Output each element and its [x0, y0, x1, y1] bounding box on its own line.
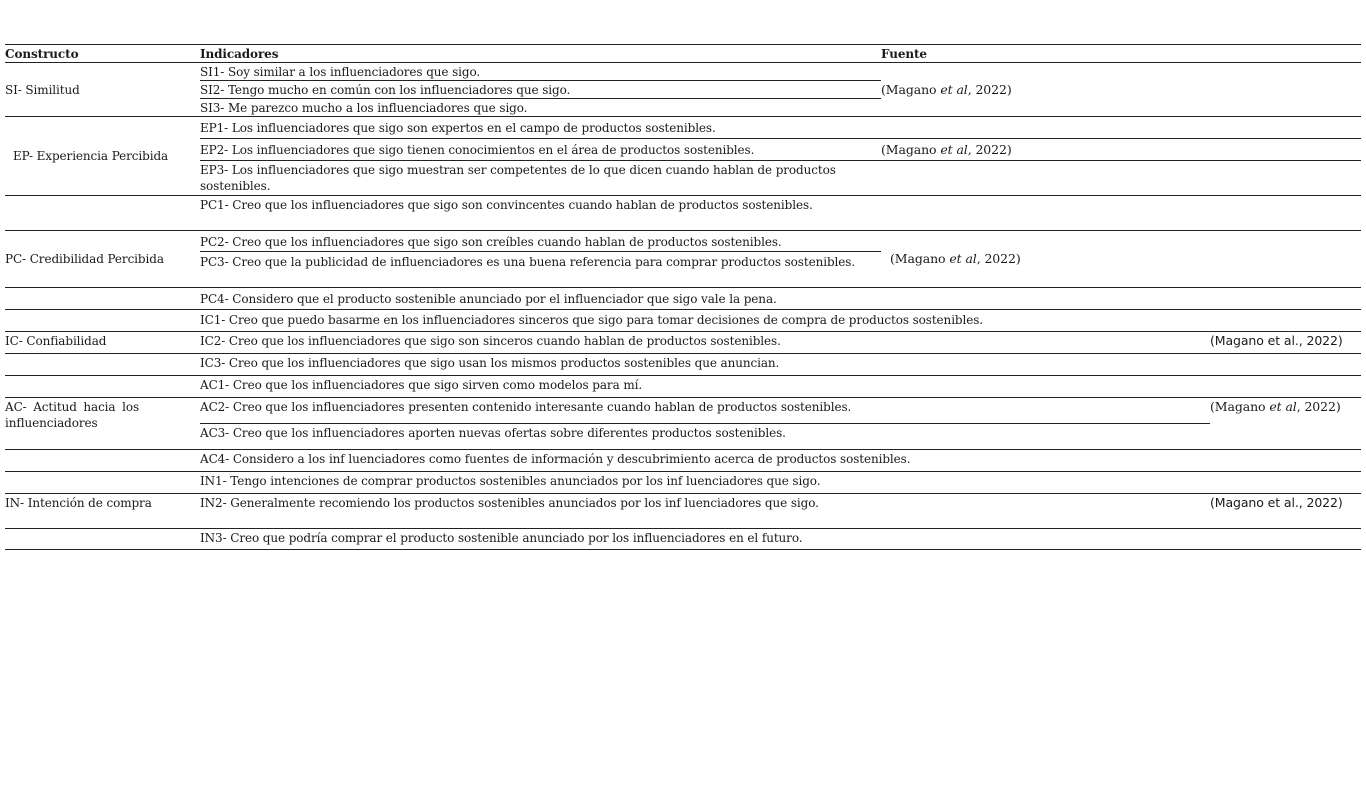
- row-rule: [5, 493, 1361, 494]
- indicator-pc4: PC4- Considero que el producto sostenible anunciado por el influenciador que sigo vale la pena.: [200, 292, 777, 306]
- indicator-ep3: EP3- Los influenciadores que sigo muestran ser competentes de lo que dicen cuando hablan de productos sostenibles.: [200, 163, 836, 193]
- row-rule: [200, 138, 1361, 139]
- construct-in: IN- Intención de compra: [5, 496, 152, 510]
- indicator-ic2: IC2- Creo que los influenciadores que sigo son sinceros cuando hablan de productos sostenibles.: [200, 334, 781, 348]
- indicator-in3: IN3- Creo que podría comprar el producto sostenible anunciado por los influenciadores en el futuro.: [200, 531, 803, 545]
- construct-si: SI- Similitud: [5, 83, 80, 97]
- indicator-ep2: EP2- Los influenciadores que sigo tienen conocimientos en el área de productos sostenibles.: [200, 143, 755, 157]
- row-rule: [200, 251, 881, 252]
- row-rule: [5, 471, 1361, 472]
- indicator-ac1: AC1- Creo que los influenciadores que sigo sirven como modelos para mí.: [200, 378, 643, 392]
- table-bottom-rule: [5, 549, 1361, 550]
- row-rule: [5, 195, 1361, 196]
- header-indicadores: Indicadores: [200, 47, 279, 61]
- row-rule: [5, 528, 1361, 529]
- source-ic: (Magano et al., 2022): [1210, 333, 1343, 348]
- row-rule: [5, 353, 1361, 354]
- construct-ep: EP- Experiencia Percibida: [13, 149, 169, 163]
- row-rule: [200, 80, 881, 81]
- indicator-si3: SI3- Me parezco mucho a los influenciadores que sigo.: [200, 101, 528, 115]
- row-rule: [200, 98, 881, 99]
- indicator-ac3: AC3- Creo que los influenciadores aporten nuevas ofertas sobre diferentes productos sostenibles.: [200, 426, 786, 440]
- row-rule: [5, 309, 1361, 310]
- indicator-si2: SI2- Tengo mucho en común con los influenciadores que sigo.: [200, 83, 571, 97]
- indicator-si1: SI1- Soy similar a los influenciadores que sigo.: [200, 65, 481, 79]
- row-rule: [5, 230, 1361, 231]
- row-rule: [200, 160, 1361, 161]
- indicator-ac2: AC2- Creo que los influenciadores presenten contenido interesante cuando hablan de productos sostenibles.: [200, 400, 852, 414]
- table-top-rule: [5, 44, 1361, 45]
- indicator-in2: IN2- Generalmente recomiendo los productos sostenibles anunciados por los inf luenciadores que sigo.: [200, 496, 819, 510]
- row-rule: [5, 331, 1361, 332]
- indicator-pc2: PC2- Creo que los influenciadores que sigo son creíbles cuando hablan de productos sostenibles.: [200, 235, 782, 249]
- indicator-ic3: IC3- Creo que los influenciadores que sigo usan los mismos productos sostenibles que anuncian.: [200, 356, 780, 370]
- source-pc: (Magano et al, 2022): [890, 251, 1021, 266]
- indicator-in1: IN1- Tengo intenciones de comprar productos sostenibles anunciados por los inf luenciadores que sigo.: [200, 474, 821, 488]
- row-rule: [5, 375, 1361, 376]
- row-rule: [5, 287, 1361, 288]
- header-constructo: Constructo: [5, 47, 79, 61]
- header-fuente: Fuente: [881, 47, 927, 61]
- row-rule: [5, 397, 1361, 398]
- row-rule: [5, 116, 1361, 117]
- source-si: (Magano et al, 2022): [881, 82, 1012, 97]
- row-rule: [200, 423, 1210, 424]
- row-rule: [5, 449, 1361, 450]
- source-in: (Magano et al., 2022): [1210, 495, 1343, 510]
- indicator-ep1: EP1- Los influenciadores que sigo son expertos en el campo de productos sostenibles.: [200, 121, 716, 135]
- indicator-pc3: PC3- Creo que la publicidad de influenciadores es una buena referencia para comprar productos sostenibles.: [200, 255, 856, 269]
- header-bottom-rule: [5, 62, 1361, 63]
- construct-ic: IC- Confiabilidad: [5, 334, 107, 348]
- construct-ac: AC- Actitud hacia los influenciadores: [5, 400, 139, 430]
- source-ac: (Magano et al, 2022): [1210, 399, 1341, 414]
- source-ep: (Magano et al, 2022): [881, 142, 1012, 157]
- indicator-pc1: PC1- Creo que los influenciadores que sigo son convincentes cuando hablan de productos sostenibles.: [200, 198, 813, 212]
- construct-pc: PC- Credibilidad Percibida: [5, 252, 164, 266]
- constructs-table: [5, 44, 1361, 550]
- indicator-ac4: AC4- Considero a los inf luenciadores como fuentes de información y descubrimiento acerca de productos sostenibles.: [200, 452, 911, 466]
- indicator-ic1: IC1- Creo que puedo basarme en los influenciadores sinceros que sigo para tomar decisiones de compra de productos sostenibles.: [200, 313, 984, 327]
